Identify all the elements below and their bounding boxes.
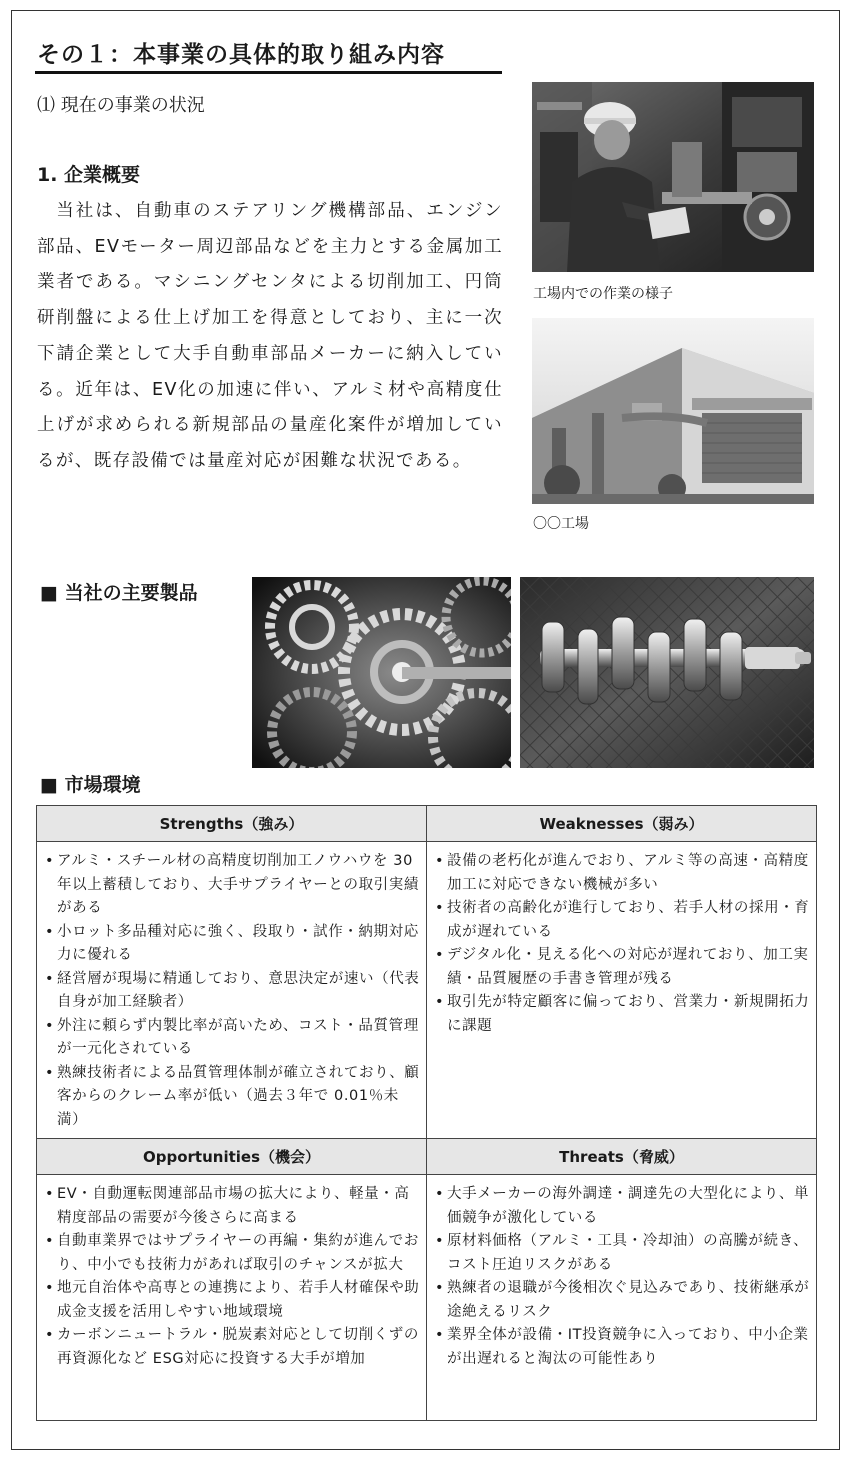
factory-photo bbox=[532, 318, 814, 504]
market-heading: ■ 市場環境 bbox=[40, 774, 141, 796]
crankshaft-photo bbox=[520, 577, 814, 768]
opportunities-list bbox=[45, 1183, 420, 1371]
gears-photo bbox=[252, 577, 511, 768]
list-item: • 設備の老朽化が進んでおり、アルミ等の高速・高精度加工に対応できない機械が多い bbox=[435, 850, 810, 897]
page-title: その１：本事業の具体的取り組み内容 bbox=[37, 42, 445, 68]
list-item: • 業界全体が設備・IT投資競争に入っており、中小企業が出遅れると淘汰の可能性あり bbox=[435, 1324, 810, 1371]
weaknesses-cell bbox=[427, 842, 817, 1139]
factory-photo-caption: 〇〇工場 bbox=[533, 516, 589, 532]
threats-list bbox=[435, 1183, 810, 1371]
list-item: • 原材料価格（アルミ・工具・冷却油）の高騰が続き、コスト圧迫リスクがある bbox=[435, 1230, 810, 1277]
products-heading: ■ 当社の主要製品 bbox=[40, 582, 198, 604]
strengths-cell bbox=[37, 842, 427, 1139]
overview-body: 当社は、自動車のステアリング機構部品、エンジン部品、EVモーター周辺部品などを主力とする金属加工業者である。マシニングセンタによる切削加工、円筒研削盤による仕上げ加工を得意としており、主に一次下請企業として大手自動車部品メーカーに納入している。近年は、EV化の加速に伴い、アルミ材や高精度仕上げが求められる新規部品の量産化案件が増加しているが、既存設備では量産対応が困難な状況である。 bbox=[37, 201, 503, 471]
list-item: • 技術者の高齢化が進行しており、若手人材の採用・育成が遅れている bbox=[435, 897, 810, 944]
list-item: • カーボンニュートラル・脱炭素対応として切削くずの再資源化など ESG対応に投資する大手が増加 bbox=[45, 1324, 420, 1371]
worker-photo bbox=[532, 82, 814, 272]
list-item: • アルミ・スチール材の高精度切削加工ノウハウを 30年以上蓄積しており、大手サプライヤーとの取引実績がある bbox=[45, 850, 420, 921]
opportunities-cell bbox=[37, 1175, 427, 1421]
list-item: • 熟練者の退職が今後相次ぐ見込みであり、技術継承が途絶えるリスク bbox=[435, 1277, 810, 1324]
list-item: • 地元自治体や高専との連携により、若手人材確保や助成金支援を活用しやすい地域環境 bbox=[45, 1277, 420, 1324]
threats-cell bbox=[427, 1175, 817, 1421]
list-item: • デジタル化・見える化への対応が遅れており、加工実績・品質履歴の手書き管理が残る bbox=[435, 944, 810, 991]
strengths-list bbox=[45, 850, 420, 1132]
overview-heading: 1. 企業概要 bbox=[37, 164, 141, 186]
weaknesses-header: Weaknesses（弱み） bbox=[427, 806, 817, 842]
strengths-header: Strengths（強み） bbox=[37, 806, 427, 842]
opportunities-header: Opportunities（機会） bbox=[37, 1139, 427, 1175]
swot-table bbox=[36, 805, 817, 1421]
list-item: • 外注に頼らず内製比率が高いため、コスト・品質管理が一元化されている bbox=[45, 1015, 420, 1062]
list-item: • 取引先が特定顧客に偏っており、営業力・新規開拓力に課題 bbox=[435, 991, 810, 1038]
list-item: • EV・自動運転関連部品市場の拡大により、軽量・高精度部品の需要が今後さらに高まる bbox=[45, 1183, 420, 1230]
list-item: • 熟練技術者による品質管理体制が確立されており、顧客からのクレーム率が低い（過去３年で 0.01％未満） bbox=[45, 1062, 420, 1133]
weaknesses-list bbox=[435, 850, 810, 1038]
section-subheading: ⑴ 現在の事業の状況 bbox=[37, 95, 205, 116]
worker-photo-caption: 工場内での作業の様子 bbox=[533, 286, 673, 302]
list-item: • 大手メーカーの海外調達・調達先の大型化により、単価競争が激化している bbox=[435, 1183, 810, 1230]
threats-header: Threats（脅威） bbox=[427, 1139, 817, 1175]
title-underline bbox=[35, 71, 502, 74]
list-item: • 小ロット多品種対応に強く、段取り・試作・納期対応力に優れる bbox=[45, 921, 420, 968]
list-item: • 経営層が現場に精通しており、意思決定が速い（代表自身が加工経験者） bbox=[45, 968, 420, 1015]
list-item: • 自動車業界ではサプライヤーの再編・集約が進んでおり、中小でも技術力があれば取引のチャンスが拡大 bbox=[45, 1230, 420, 1277]
